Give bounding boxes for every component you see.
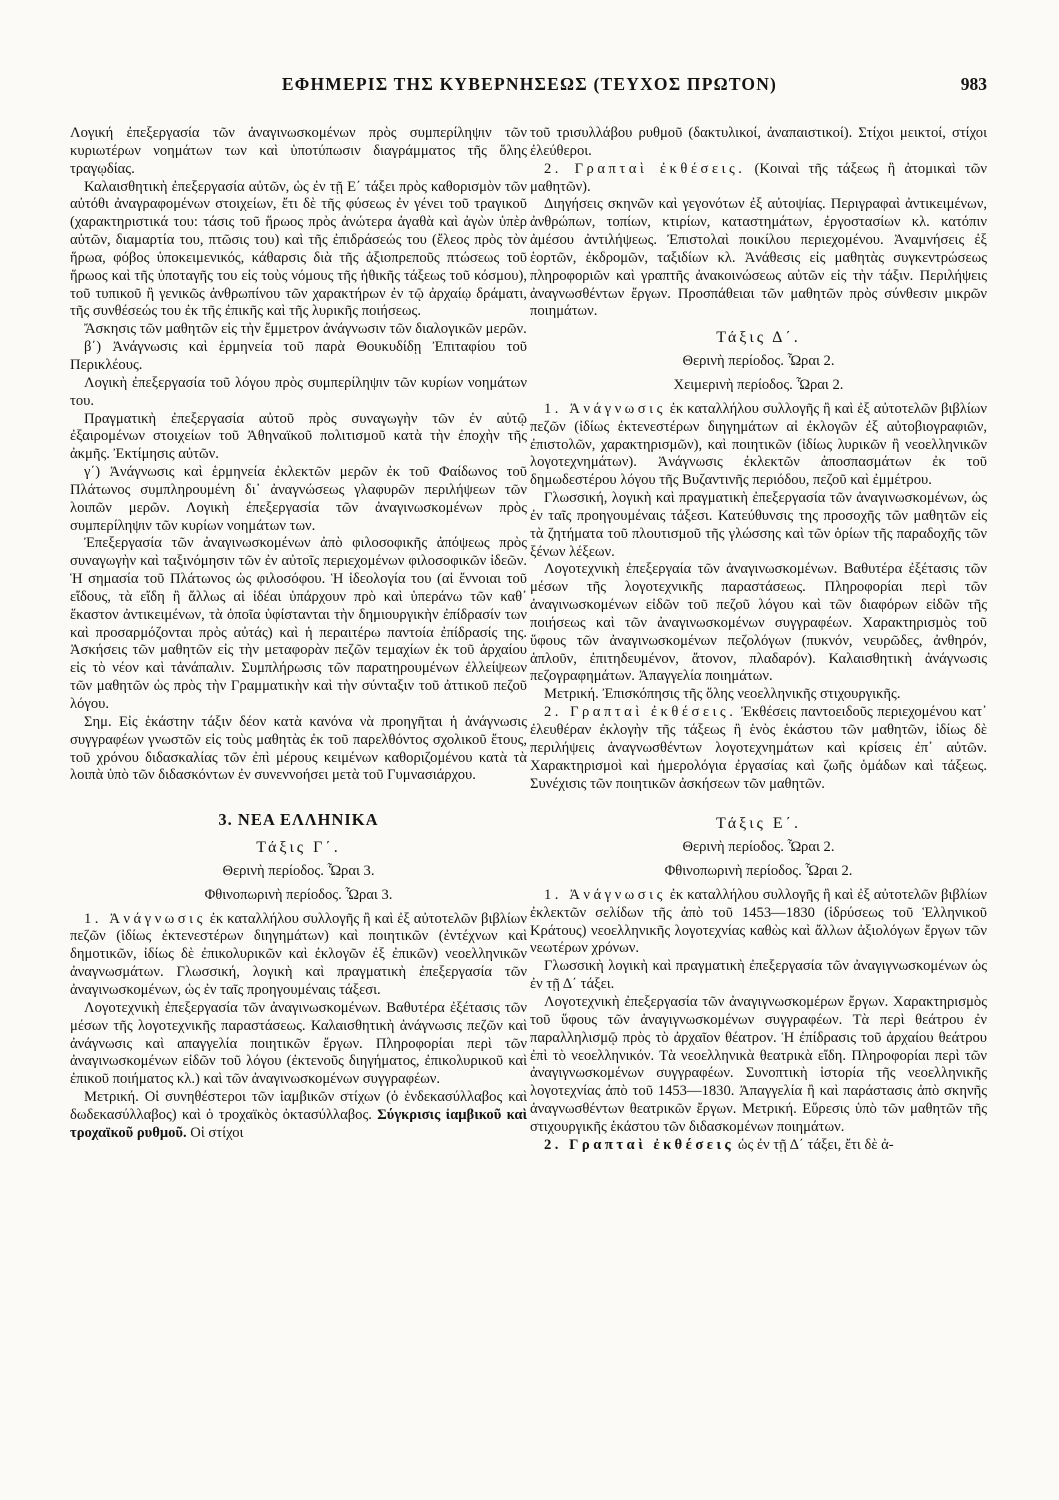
paragraph bbox=[530, 161, 987, 197]
page-title: ΕΦΗΜΕΡΙΣ ΤΗΣ ΚΥΒΕΡΝΗΣΕΩΣ (ΤΕΥΧΟΣ ΠΡΩΤΟΝ) bbox=[281, 74, 778, 94]
paragraph bbox=[70, 1089, 527, 1143]
paragraph: Ἄσκησις τῶν μαθητῶν εἰς τὴν ἔμμετρον ἀνάγνωσιν τῶν διαλογικῶν μερῶν. bbox=[84, 321, 527, 338]
paragraph bbox=[70, 911, 527, 1000]
item-text: Οἱ στίχοι bbox=[186, 1124, 244, 1141]
running-head bbox=[0, 74, 1059, 104]
paragraph: Λογικὴ ἐπεξεργασία τοῦ λόγου πρὸς συμπερίληψιν τῶν κυρίων νοημάτων του. bbox=[70, 374, 527, 409]
item-lead: 2. Γραπταὶ ἐκθέσεις. bbox=[544, 160, 746, 177]
item-lead: 2. Γραπταὶ ἐκθέσεις. bbox=[544, 704, 737, 721]
item-lead: 1. Ἀνάγνωσις bbox=[544, 400, 666, 417]
paragraph: Πραγματικὴ ἐπεξεργασία αὐτοῦ πρὸς συναγωγὴν τῶν ἐν αὐτῷ ἐξαιρομένων στοιχείων τοῦ Ἀθηναϊκοῦ πολιτισμοῦ κατὰ τὴν ἐποχὴν τῆς ἀκμῆς. Ἐκτίμησις αὐτῶν. bbox=[70, 410, 527, 463]
paragraph bbox=[530, 401, 987, 490]
item-text: (Κοιναὶ τῆς τάξεως ἢ ἀτομικαὶ τῶν μαθητῶν). bbox=[530, 160, 987, 195]
class-heading: Τάξις Δ΄. bbox=[716, 329, 801, 347]
class-heading: Τάξις Γ΄. bbox=[256, 839, 341, 857]
section-title: 3. ΝΕΑ ΕΛΛΗΝΙΚΑ bbox=[218, 810, 379, 830]
paragraph: Λογοτεχνικὴ ἐπεξεργασία τῶν ἀναγινωσκομένων. Βαθυτέρα ἐξέτασις τῶν μέσων τῆς λογοτεχνικῆς παραστάσεως. Καλαισθητικὴ ἀνάγνωσις πεζῶν καὶ ἀνάγνωσις καὶ απαγγελία ποιητικῶν ἔργων. Πληροφορίαι περὶ τῶν ἀναγινωσκομένων εἰδῶν τοῦ λόγου (ἐκτενοῦς διηγήματος, ἐπικολυρικοῦ καὶ ἐπικοῦ ποιήματος κλ.) καὶ τῶν ἀναγινωσκομένων συγγραφέων. bbox=[70, 999, 527, 1088]
period-line: Φθινοπωρινὴ περίοδος. Ὧραι 3. bbox=[204, 886, 393, 903]
period-line: Χειμερινὴ περίοδος. Ὧραι 2. bbox=[673, 376, 844, 393]
paragraph bbox=[530, 887, 987, 958]
paragraph: Λογοτεχνικὴ ἐπεξεργαία τῶν ἀναγινωσκομένων. Βαθυτέρα ἐξέτασις τῶν μέσων τῆς λογοτεχνικῆς παραστάσεως. Πληροφορίαι περὶ τῶν ἀναγινωσκομένων εἰδῶν τοῦ πεζοῦ λόγου καὶ τῶν διαφόρων εἰδῶν τῆς ποιήσεως καὶ τῶν ἀναγινωσκομένων συγγραφέων. Χαρακτηρισμὸς τοῦ ὕφους τῶν ἀναγινωσκομένων πεζολόγων (πυκνόν, νευρῶδες, ἀνθηρόν, ἁπλοῦν, ἐπιτηδευμένον, ἄτονον, πλαδαρόν). Καλαισθητικὴ ἀνάγνωσις πεζογραφημάτων. Ἀπαγγελία ποιημάτων. bbox=[530, 561, 987, 685]
item-lead: 1. Ἀνάγνωσις bbox=[84, 910, 206, 927]
paragraph: β΄) Ἀνάγνωσις καὶ ἑρμηνεία τοῦ παρὰ Θουκυδίδῃ Ἐπιταφίου τοῦ Περικλέους. bbox=[70, 339, 527, 373]
paragraph: Διηγήσεις σκηνῶν καὶ γεγονότων ἐξ αὐτοψίας. Περιγραφαὶ ἀντικειμένων, ἀνθρώπων, τοπίων, κτιρίων, καταστημάτων, ἐργοστασίων κλ. κατόπιν ἀμέσου ἀντιλήψεως. Ἐπιστολαὶ ποικίλου περιεχομένου. Ἀναμνήσεις ἐξ ἑορτῶν, ἐκδρομῶν, ταξιδίων κλ. Ἀνάθεσις εἰς μαθητὰς συγκεντρώσεως πληροφοριῶν καὶ γραπτῆς ἀνακοινώσεως αὐτῶν εἰς τὴν τάξιν. Περιλήψεις ἀναγνωσθέντων ἔργων. Προσπάθειαι τῶν μαθητῶν πρὸς σύνθεσιν μικρῶν ποιημάτων. bbox=[530, 196, 987, 320]
item-text: ἐκ καταλλήλου συλλογῆς ἢ καὶ ἐξ αὐτοτελῶν βιβλίων πεζῶν (ἰδίως ἐκτενεστέρων διηγημάτων) καὶ ποιητικῶν (ἐντέχνων καὶ δημοτικῶν, ἰδίως δὲ ἐπικολυρικῶν καὶ ἐκλογῶν ἐξ ἐπικῶν) νεοελληνικῶν ἀναγνωσμάτων. Γλωσσική, λογικὴ καὶ πραγματικὴ ἐπεξεργασία τῶν ἀναγινωσκομένων, ὡς ἐν ταῖς προηγουμέναις τάξεσι. bbox=[70, 910, 528, 998]
bold-text: Σύγκρισις ἰαμβικοῦ καὶ τροχαϊκοῦ ρυθμοῦ. bbox=[70, 1106, 527, 1141]
item-text: ἐκ καταλλήλου συλλογῆς ἢ καὶ ἐξ αὐτοτελῶν βιβλίων πεζῶν (ἰδίως ἐκτενεστέρων διηγημάτων αἱ ἐκλογῶν ἐξ αὐτοβιογραφιῶν, ἐπιστολῶν, χαρακτηρισμῶν), καὶ ποιητικῶν (ἰδίως λυρικῶν ἢ νεοελληνικῶν λογοτεχνημάτων). Ἀνάγνωσις ἐκλεκτῶν ἀποσπασμάτων ἐκ τοῦ δημωδεστέρου λόγου τῆς Βυζαντινῆς περιόδου, πεζοῦ καὶ ἐμμέτρου. bbox=[530, 400, 988, 489]
period-line: Θερινὴ περίοδος. Ὧραι 2. bbox=[682, 353, 835, 370]
item-text: ὡς ἐν τῇ Δ΄ τάξει, ἔτι δὲ ἀ- bbox=[734, 1136, 894, 1153]
paragraph: Μετρική. Ἐπισκόπησις τῆς ὅλης νεοελληνικῆς στιχουργικῆς. bbox=[544, 686, 901, 703]
item-text: Ἐκθέσεις παντοειδοῦς περιεχομένου κατ᾽ ἐλευθέραν ἐκλογὴν τῆς τάξεως ἢ ἑνὸς ἑκάστου τῶν μαθητῶν, ἰδίως δὲ περιλήψεις ἀναγνωσθέντων λογοτεχνημάτων καὶ κρίσεις ἐπ᾽ αὐτῶν. Χαρακτηρισμοὶ καὶ ἡμερολόγια ἐργασίας καὶ ζωῆς ὁμάδων καὶ τάξεως. Συνέχισις τῶν ποιητικῶν ἀσκήσεων τῶν μαθητῶν. bbox=[530, 704, 987, 792]
item-lead: 2. Γραπταὶ ἐκθέσεις bbox=[544, 1136, 735, 1153]
period-line: Θερινὴ περίοδος. Ὧραι 3. bbox=[222, 862, 375, 879]
period-line: Θερινὴ περίοδος. Ὧραι 2. bbox=[682, 839, 835, 856]
paragraph: γ΄) Ἀνάγνωσις καὶ ἑρμηνεία ἐκλεκτῶν μερῶν ἐκ τοῦ Φαίδωνος τοῦ Πλάτωνος συμπληρουμένη δι᾽ ἀναγνώσεως γλαφυρῶν περιλήψεων τῶν λοιπῶν μερῶν. Λογικὴ ἐπεξεργασία τῶν ἀναγινωσκομένων πρὸς συμπερίληψιν τῶν κυρίων νοημάτων των. bbox=[70, 464, 527, 534]
class-heading: Τάξις Ε΄. bbox=[716, 815, 801, 833]
paragraph: τοῦ τρισυλλάβου ρυθμοῦ (δακτυλικοί, ἀναπαιστικοί). Στίχοι μεικτοί, στίχοι ἐλεύθεροι. bbox=[530, 125, 987, 159]
paragraph: Λογική ἐπεξεργασία τῶν ἀναγινωσκομένων πρὸς συμπερίληψιν τῶν κυριωτέρων νοημάτων των καὶ ὑποτύπωσιν διαγράμματος τῆς ὅλης τραγῳδίας. bbox=[70, 125, 527, 177]
item-text: ἐκ καταλλήλου συλλογῆς ἢ καὶ ἐξ αὐτοτελῶν βιβλίων ἐκλεκτῶν σελίδων τῆς ἀπὸ τοῦ 1453—1830 (ἱδρύσεως τοῦ Ἑλληνικοῦ Κράτους) νεοελληνικῆς λογοτεχνίας καθὼς καὶ ἄλλων ἀξιολόγων ἔργων τῶν νεωτέρων χρόνων. bbox=[530, 886, 988, 957]
paragraph bbox=[530, 1137, 987, 1155]
item-lead: 1. Ἀνάγνωσις bbox=[544, 886, 666, 903]
right-column bbox=[530, 125, 987, 1155]
paragraph: Λογοτεχνικὴ ἐπεξεργασία τῶν ἀναγιγνωσκομέρων ἔργων. Χαρακτηρισμὸς τοῦ ὕφους τῶν ἀναγιγνωσκομένων συγγραφέων. Τὰ περὶ θεάτρου ἐν παραλληλισμῷ πρὸς τὸ ἀρχαῖον θέατρον. Ἡ ἐπίδρασις τοῦ ἀρχαίου θεάτρου ἐπὶ τὸ νεοελληνικόν. Τὰ νεοελληνικὰ θεατρικὰ εἴδη. Πληροφορίαι περὶ τῶν ἀναγιγνωσκομένων συγγραφέων. Συνοπτικὴ ἱστορία τῆς νεοελληνικῆς λογοτεχνίας ἀπὸ τοῦ 1453—1830. Ἀπαγγελία ἢ καὶ παράστασις ἀπὸ σκηνῆς ἀναγνωσθέντων θεατρικῶν ἔργων. Μετρική. Εὕρεσις ὑπὸ τῶν μαθητῶν τῆς στιχουργικῆς ἑκάστου τῶν διδασκομένων ποιημάτων. bbox=[530, 993, 987, 1135]
paragraph bbox=[530, 704, 987, 793]
left-column bbox=[70, 125, 527, 1143]
paragraph: Γλωσσικὴ λογικὴ καὶ πραγματικὴ ἐπεξεργασία τῶν ἀναγιγνωσκομένων ὡς ἐν τῇ Δ΄ τάξει. bbox=[530, 958, 987, 993]
paragraph: Ἐπεξεργασία τῶν ἀναγινωσκομένων ἀπὸ φιλοσοφικῆς ἀπόψεως πρὸς συναγωγὴν καὶ ταξινόμησιν τῶν ἐν αὐτοῖς περιεχομένων φιλοσοφικῶν ἰδεῶν. Ἡ σημασία τοῦ Πλάτωνος ὡς φιλοσόφου. Ἡ ἰδεολογία του (αἱ ἔννοιαι τοῦ εἴδους, τὰ εἴδη ἢ ἄλλως αἱ ἰδέαι ὑπάρχουν πρὸ καὶ ὑπεράνω τῶν καθ᾽ ἕκαστον ἀντικειμένων, τὰ ὁποῖα ὑφίστανται τὴν δημιουργικὴν ἐπίδρασίν των καὶ προσαρμόζονται πρὸς αὐτάς) καὶ ἡ περαιτέρω παντοία ἐπίδρασίς της. Ἀσκήσεις τῶν μαθητῶν εἰς τὴν μεταφορὰν πεζῶν τεμαχίων ἐκ τοῦ ἀρχαίου εἰς τὸ νέον καὶ τἀνάπαλιν. Συμπλήρωσις τῶν παρατηρουμένων ἐλλείψεων τῶν μαθητῶν ὡς πρὸς τὴν Γραμματικὴν καὶ τὴν σύνταξιν τοῦ ἀττικοῦ πεζοῦ λόγου. bbox=[70, 535, 527, 712]
note-paragraph: Σημ. Εἰς ἑκάστην τάξιν δέον κατὰ κανόνα νὰ προηγῆται ἡ ἀνάγνωσις συγγραφέων γνωστῶν εἰς τοὺς μαθητὰς ἐκ τοῦ παρελθόντος σχολικοῦ ἔτους, τοῦ χρόνου διδασκαλίας τῶν ἐπὶ μέρους κειμένων καθοριζομένου κατὰ τὰ λοιπὰ ὑπὸ τῶν διδασκόντων ἐν συνεννοήσει μετὰ τοῦ Γυμνασιάρχου. bbox=[70, 713, 527, 784]
item-text: Μετρική. Οἱ συνηθέστεροι τῶν ἰαμβικῶν στίχων (ὁ ἑνδεκασύλλαβος καὶ δωδεκασύλλαβος) καὶ ὁ τροχαϊκὸς ὀκτασύλλαβος. bbox=[70, 1089, 527, 1123]
paragraph: Καλαισθητικὴ ἐπεξεργασία αὐτῶν, ὡς ἐν τῇ Ε΄ τάξει πρὸς καθορισμὸν τῶν αὐτόθι ἀναγραφομένων στοιχείων, ἔτι δὲ τῆς φύσεως ἐν γένει τοῦ τραγικοῦ (χαρακτηριστικά του: τάσις τοῦ ἥρωος πρὸς ἀνώτερα ἀγαθὰ καὶ ἀγὼν ὑπὲρ αὐτῶν, διαμαρτία του, πτῶσις του) καὶ τῆς ἐπιδράσεώς του (ἔλεος πρὸς τὸν ἥρωα, φόβος ὑποκειμενικός, κάθαρσις διὰ τῆς ἀξιοπρεποῦς πτώσεως τοῦ ἥρωος καὶ τῆς ὑποταγῆς του εἰς τοὺς νόμους τῆς ἠθικῆς τάξεως τοῦ κόσμου), τοῦ τυπικοῦ ἢ γενικῶς ἀνθρωπίνου τῶν χαρακτήρων ἐν τῷ ἀρχαίῳ δράματι, τῆς συνθέσεώς του ἐκ τῆς ἐπικῆς καὶ τῆς λυρικῆς ποιήσεως. bbox=[70, 178, 527, 320]
page-number: 983 bbox=[960, 74, 987, 94]
period-line: Φθινοπωρινὴ περίοδος. Ὧραι 2. bbox=[664, 863, 853, 880]
paragraph: Γλωσσική, λογικὴ καὶ πραγματικὴ ἐπεξεργασία τῶν ἀναγινωσκομένων, ὡς ἐν ταῖς προηγουμέναις τάξεσι. Κατεύθυνσις της προσοχῆς τῶν μαθητῶν εἰς τὰ ζητήματα τοῦ πλουτισμοῦ τῆς γλώσσης καὶ τῶν ὁρίων τῆς παραδοχῆς τῶν ξένων λέξεων. bbox=[530, 490, 987, 560]
